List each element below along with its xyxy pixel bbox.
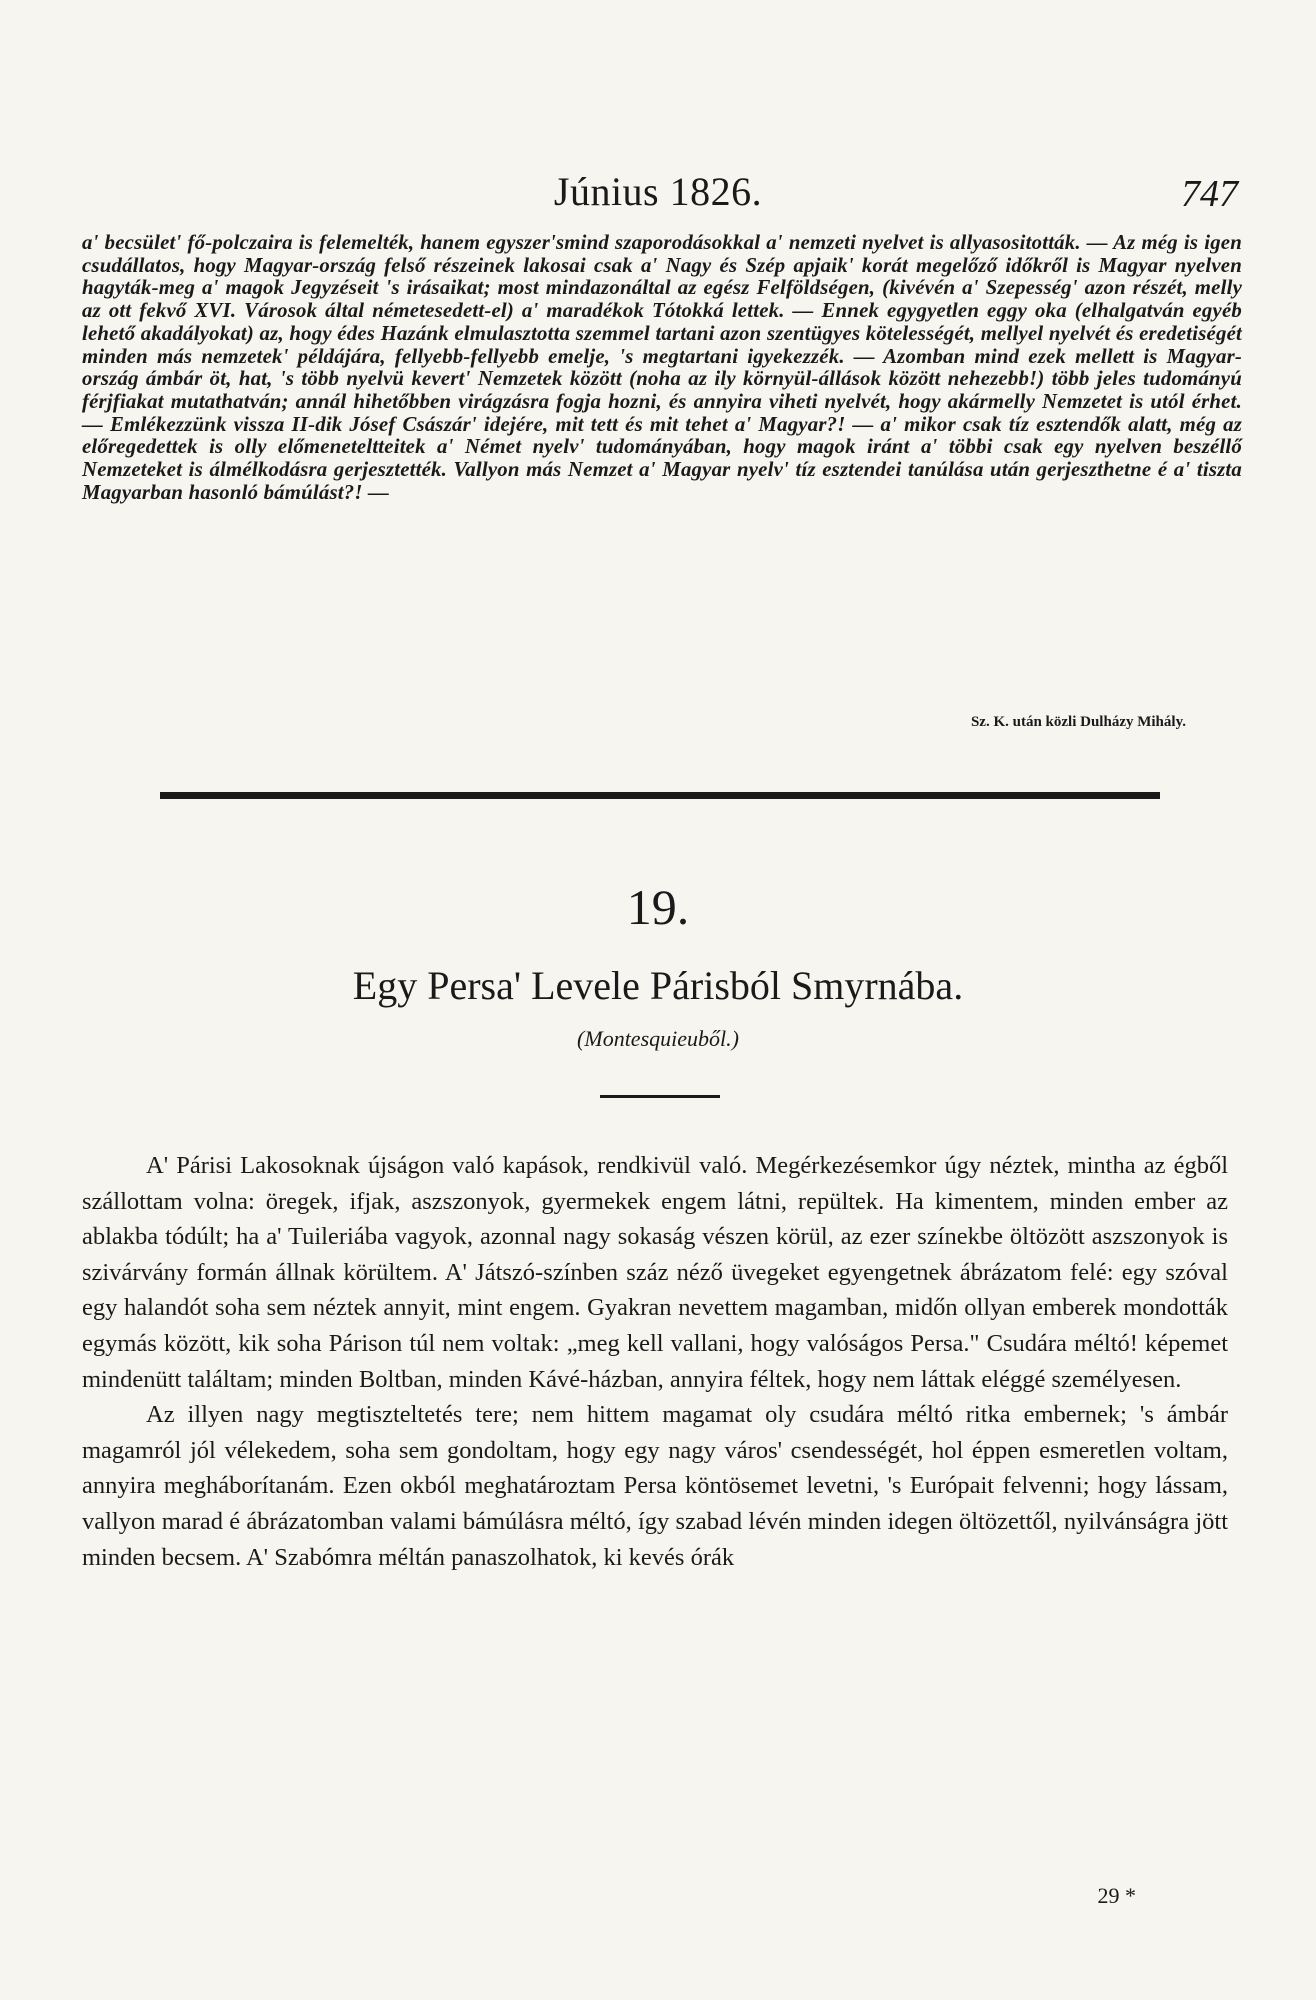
- signature: Sz. K. után közli Dulházy Mihály.: [970, 714, 1186, 730]
- body-paragraph: A' Párisi Lakosoknak újságon való kapások, rendkivül való. Megérkezésemkor úgy néztek, mintha az égből szállottam volna: öregek, ifjak, aszszonyok, gyermekek engem látni, repültek. Ha kimentem, minden ember az ablakba tódúlt; ha a' Tuileriába vagyok, azonnal nagy sokaság vészen körül, az ezer színekbe öltözött aszszonyok is szivárvány formán állnak körültem. A' Játszó-színben száz néző üvegeket egyengetnek ábrázatom felé: egy szóval egy halandót soha sem néztek annyit, mint engem. Gyakran nevettem magamban, midőn ollyan emberek mondották egymás között, kik soha Párison túl nem voltak: „meg kell vallani, hogy valóságos Persa." Csudára méltó! képemet mindenütt találtam; minden Boltban, minden Kávé-házban, annyira féltek, hogy nem láttak eléggé személyesen.: [82, 1152, 1228, 1393]
- article-title: Egy Persa' Levele Párisból Smyrnába.: [352, 963, 964, 1008]
- title-divider: [600, 1095, 720, 1098]
- article-number: 19.: [626, 879, 690, 935]
- page-number: 747: [1181, 173, 1238, 215]
- italic-paragraph: a' becsület' fő-polczaira is felemelték, hanem egyszer'smind szaporodásokkal a' nemzeti nyelvet is allyasositották. — Az még is igen csudállatos, hogy Magyar-ország felső részeinek lakosai csak a' Nagy és Szép apjaik' korát megelőző időkről is Magyar nyelven hagyták-meg a' magok Jegyzéseit 's irásaikat; most mindazonáltal az egész Felföldségen, (kivévén a' Szepesség' azon részét, melly az ott fekvő XVI. Városok által németesedett-el) a' maradékok Tótokká lettek. — Ennek egygyetlen eggy oka (elhalgatván egyéb lehető akadályokat) az, hogy édes Hazánk elmulasztotta szemmel tartani azon szentügyes kötelességét, mellyel nyelvét és eredetiségét minden más nemzetek' példájára, fellyebb-fellyebb emelje, 's megtartani igyekezzék. — Azomban mind ezek mellett is Magyar-ország ámbár öt, hat, 's több nyelvü kevert' Nemzetek között (noha az ily környül-állások között nehezebb!) több jeles tudományú férjfiakat mutathatván; annál hihetőbben virágzásra fogja hozni, és annyira viheti nyelvét, hogy akármelly Nemzetet is utól érhet. — Emlékezzünk vissza II-dik Jósef Császár' idejére, mit tett és mit tehet a' Magyar?! — a' mikor csak tíz esztendők alatt, még az előregedettek is olly előmeneteltteitek a' Német nyelv' tudományában, hogy magok iránt a' többi csak egy nyelven beszéllő Nemzeteket is álmélkodásra gerjesztették. Vallyon más Nemzet a' Magyar nyelv' tíz esztendei tanúlása után gerjeszthetne é a' tiszta Magyarban hasonló bámúlást?! —: [82, 231, 1242, 504]
- header-date: Június 1826.: [553, 169, 763, 214]
- catchword: 29 *: [1097, 1883, 1136, 1908]
- article-source: (Montesquieuből.): [577, 1026, 739, 1051]
- section-divider: [160, 792, 1160, 799]
- page-header: [0, 168, 1316, 228]
- body-paragraph: Az illyen nagy megtiszteltetés tere; nem hittem magamat oly csudára méltó ritka embernek; 's ámbár magamról jól vélekedem, soha sem gondoltam, hogy egy nagy város' csendességét, hol éppen esmeretlen voltam, annyira megháborítanám. Ezen okból meghatároztam Persa köntösemet levetni, 's Európait felvenni; hogy lássam, vallyon marad é ábrázatomban valami bámúlásra méltó, így szabad lévén minden idegen öltözettől, nyilvánságra jött minden becsem. A' Szabómra méltán panaszolhatok, ki kevés órák: [82, 1401, 1228, 1571]
- article-body: [82, 1148, 1228, 1575]
- italic-paragraph-block: [82, 232, 1242, 504]
